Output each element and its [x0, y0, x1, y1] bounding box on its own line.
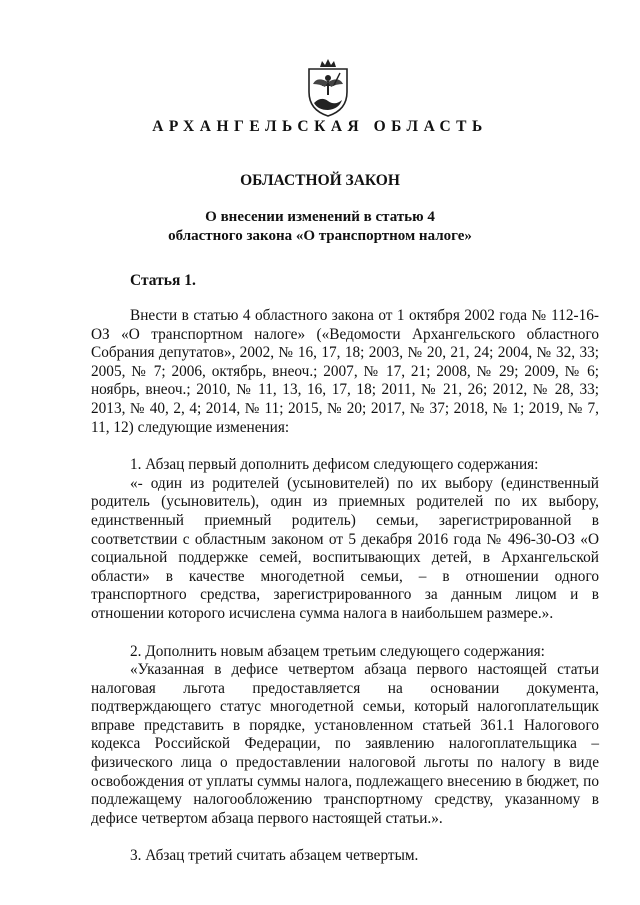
paragraph-item-1: 1. Абзац первый дополнить дефисом следующего содержания:: [130, 456, 539, 474]
law-title: [0, 208, 640, 246]
law-type: ОБЛАСТНОЙ ЗАКОН: [240, 172, 400, 189]
article-heading: Статья 1.: [130, 272, 196, 289]
region-name: АРХАНГЕЛЬСКАЯ ОБЛАСТЬ: [152, 118, 488, 135]
paragraph-item-2-text: «Указанная в дефисе четвертом абзаца первого настоящей статьи налоговая льгота предоставляется на основании документа, подтверждающего статус многодетной семьи, который налогоплательщик вправе представить в порядке, установленном статьей 361.1 Налогового кодекса Российской Федерации, по заявлению налогоплательщика – физического лица о предоставлении налоговой льготы по налогу в виде освобождения от уплаты суммы налога, подлежащего внесению в бюджет, по подлежащему налогообложению транспортному средству, указанному в дефисе четвертом абзаца первого настоящей статьи.».: [91, 661, 599, 827]
coat-of-arms-icon: [303, 58, 353, 118]
article-body: [91, 307, 599, 866]
paragraph-item-2: 2. Дополнить новым абзацем третьим следующего содержания:: [130, 642, 545, 660]
paragraph-item-3: 3. Абзац третий считать абзацем четвертым.: [130, 847, 419, 865]
paragraph-intro: Внести в статью 4 областного закона от 1 октября 2002 года № 112-16-ОЗ «О транспортном налоге» («Ведомости Архангельского областного Собрания депутатов», 2002, № 16, 17, 18; 2003, № 20, 21, 24; 2004, № 32, 33; 2005, № 7; 2006, октябрь, внеоч.; 2007, № 17, 21; 2008, № 29; 2009, № 6; ноябрь, внеоч.; 2010, № 11, 13, 16, 17, 18; 2011, № 21, 26; 2012, № 28, 33; 2013, № 40, 2, 4; 2014, № 11; 2015, № 20; 2017, № 37; 2018, № 1; 2019, № 7, 11, 12) следующие изменения:: [91, 307, 599, 436]
law-title-line1: О внесении изменений в статью 4: [205, 209, 435, 225]
law-title-line2: областного закона «О транспортном налоге»: [168, 228, 472, 244]
paragraph-item-1-text: «- один из родителей (усыновителей) по их выбору (единственный родитель (усыновитель), один из приемных родителей по их выбору, единственный приемный родитель) семьи, зарегистрированной в соответствии с областным законом от 5 декабря 2016 года № 496-30-ОЗ «О социальной поддержке семей, воспитывающих детей, в Архангельской области» в качестве многодетной семьи, – в отношении одного транспортного средства, зарегистрированного за данным лицом и в отношении которого исчислена сумма налога в наибольшем размере.».: [91, 474, 599, 622]
